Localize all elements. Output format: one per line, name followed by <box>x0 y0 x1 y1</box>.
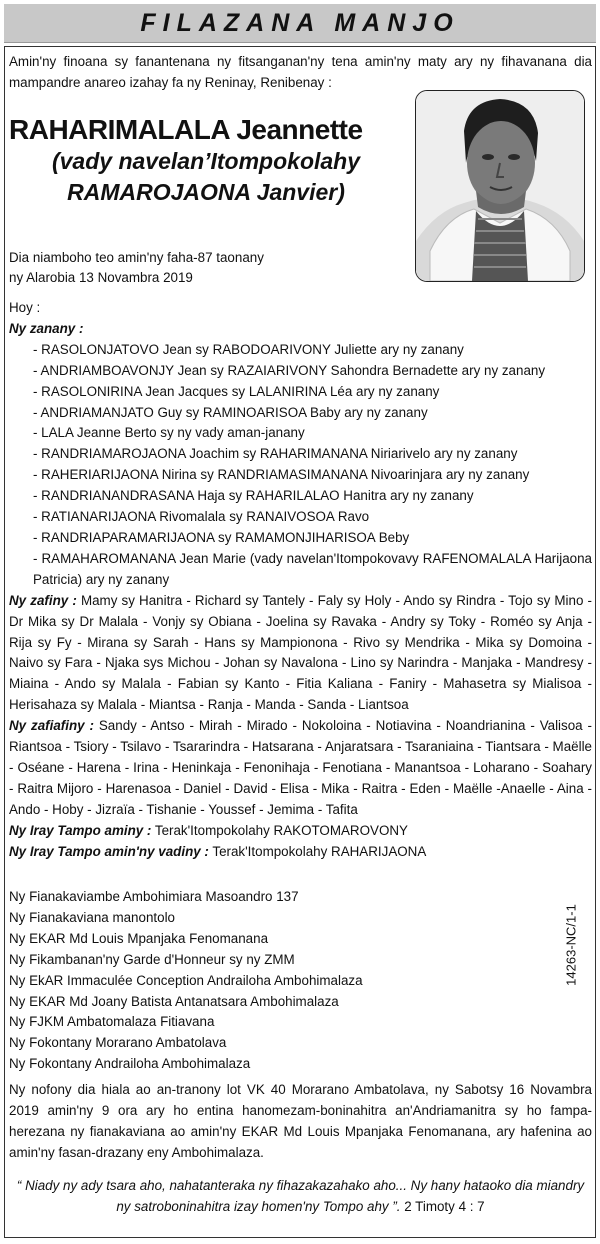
notice-title: FILAZANA MANJO <box>140 8 460 37</box>
grandchildren-names: Mamy sy Hanitra - Richard sy Tantely - Faly sy Holy - Ando sy Rindra - Tojo sy Mino - Dr Mika sy Dr Malala - Vonjy sy Obiana - Joelina sy Ravaka - Andry sy Toky - Roméo sy Anja - Rija sy Fy - Mirana sy Sarah - Hans sy Mampionona - Rivo sy Mendrika - Mika sy Domoina - Naivo sy Fara - Njaka sys Michou - Johan sy Navalona - Lino sy Narindra - Manjaka - Mandresy - Miaina - Ando sy Malala - Fabian sy Kanto - Fitia Kaliana - Faniry - Mahasetra sy Mialisoa - Herisahaza sy Malala - Miantsa - Ranja - Manda - Sanda - Liantsoa <box>9 592 593 713</box>
deceased-relation-line2: RAMAROJAONA Janvier) <box>67 179 345 205</box>
child-item: - RAHERIARIJAONA Nirina sy RANDRIAMASIMANANA Nivoarinjara ary ny zanany <box>33 467 530 483</box>
death-details <box>9 248 409 288</box>
organization-item: Ny FJKM Ambatomalaza Fitiavana <box>9 1014 215 1030</box>
child-item: - RATIANARIJAONA Rivomalala sy RANAIVOSOA Ravo <box>33 509 370 525</box>
organizations-list <box>9 887 549 1075</box>
child-item: - RANDRIAPARAMARIJAONA sy RAMAMONJIHARISOA Beby <box>33 529 410 545</box>
organization-item: Ny Fianakaviana manontolo <box>9 909 175 925</box>
organization-item: Ny Fikambanan'ny Garde d'Honneur sy ny ZMM <box>9 951 295 967</box>
great-grandchildren-label: Ny zafiafiny : <box>9 718 94 734</box>
child-item: - RANDRIAMAROJAONA Joachim sy RAHARIMANANA Niriarivelo ary ny zanany <box>33 446 518 462</box>
organization-item: Ny EKAR Md Louis Mpanjaka Fenomanana <box>9 930 269 946</box>
child-item: - RAMAHAROMANANA Jean Marie (vady navelan'Itompokovavy RAFENOMALALA Harijaona Patricia) ary ny zanany <box>33 550 592 587</box>
organization-item: Ny Fokontany Andrailoha Ambohimalaza <box>9 1056 251 1072</box>
siblings-label: Ny Iray Tampo aminy : <box>9 822 152 838</box>
reference-code: 14263-NC/1-1 <box>563 904 579 986</box>
bible-verse <box>9 1176 592 1218</box>
spouse-siblings-label: Ny Iray Tampo amin'ny vadiny : <box>9 843 209 859</box>
spouse-siblings-text: Terak'Itompokolahy RAHARIJAONA <box>212 843 427 859</box>
deceased-relation-line1: (vady navelan’Itompokolahy <box>51 148 361 174</box>
spouse-siblings-line <box>9 842 592 863</box>
verse-text: “ Niady ny ady tsara aho, nahatanteraka ny fihazakazahako aho... Ny hany hataoko dia miandry ny satroboninahitra izay homen'ny Tompo ahy ”. <box>16 1178 585 1214</box>
organization-item: Ny Fianakaviambe Ambohimiara Masoandro 137 <box>9 889 299 904</box>
deceased-block <box>9 114 409 208</box>
child-item: - RANDRIANANDRASANA Haja sy RAHARILALAO Hanitra ary ny zanany <box>33 488 474 504</box>
intro-section <box>9 52 592 94</box>
family-section <box>9 298 592 862</box>
siblings-line <box>9 821 592 842</box>
date-line: ny Alarobia 13 Novambra 2019 <box>9 270 193 285</box>
child-item: - LALA Jeanne Berto sy ny vady aman-janany <box>33 425 305 441</box>
great-grandchildren-paragraph <box>9 716 592 821</box>
organization-item: Ny Fokontany Morarano Ambatolava <box>9 1035 227 1051</box>
children-list <box>9 340 592 591</box>
verse-reference: 2 Timoty 4 : 7 <box>404 1198 485 1214</box>
organization-item: Ny EKAR Md Joany Batista Antanatsara Ambohimalaza <box>9 993 339 1009</box>
child-item: - RASOLONJATOVO Jean sy RABODOARIVONY Juliette ary ny zanany <box>33 341 464 357</box>
child-item: - ANDRIAMANJATO Guy sy RAMINOARISOA Baby ary ny zanany <box>33 404 428 420</box>
children-label: Ny zanany : <box>9 320 84 336</box>
reference-code-box <box>560 895 582 995</box>
grandchildren-label: Ny zafiny : <box>9 592 77 608</box>
header-bar <box>4 4 596 43</box>
grandchildren-paragraph <box>9 591 592 716</box>
great-grandchildren-names: Sandy - Antso - Mirah - Mirado - Nokoloina - Notiavina - Noandrianina - Valisoa - Riantsoa - Tsiory - Tsilavo - Tsararindra - Hatsarana - Anjaratsara - Tsaraniaina - Tiantsara - Maëlle - Oséane - Harena - Irina - Heninkaja - Fenonihaja - Fenotiana - Manantsoa - Loharano - Soahary - Raitra Mijoro - Harenasoa - Daniel - David - Elisa - Mika - Raitra - Eden - Maëlle -Anaelle - Aina - Ando - Hoby - Jizraïa - Tishanie - Youssef - Jemima - Tafita <box>9 718 592 817</box>
organization-item: Ny EkAR Immaculée Conception Andrailoha Ambohimalaza <box>9 972 363 988</box>
deceased-portrait <box>415 90 585 282</box>
hoy-line: Hoy : <box>9 300 41 315</box>
intro-text: Amin'ny finoana sy fanantenana ny fitsanganan'ny tena amin'ny maty ary ny fihavanana dia mampandre anareo izahay fa ny Reninay, Renibenay : <box>9 54 592 90</box>
child-item: - RASOLONIRINA Jean Jacques sy LALANIRINA Léa ary ny zanany <box>33 383 440 399</box>
child-item: - ANDRIAMBOAVONJY Jean sy RAZAIARIVONY Sahondra Bernadette ary ny zanany <box>33 362 546 378</box>
deceased-name: RAHARIMALALA Jeannette <box>9 114 363 145</box>
portrait-image <box>416 91 584 281</box>
age-line: Dia niamboho teo amin'ny faha-87 taonany <box>9 250 264 265</box>
funeral-notice: Ny nofony dia hiala ao an-tranony lot VK 40 Morarano Ambatolava, ny Sabotsy 16 Novambra 2019 amin'ny 9 ora ary ho entina hanomezam-boninahitra an'Andriamanitra sy ho fampa-herezana ny fianakaviana ao amin'ny EKAR Md Louis Mpanjaka Fenomanana, ary hafenina ao amin'ny fasan-drazany eny Ambohimalaza. <box>9 1082 592 1160</box>
siblings-text: Terak'Itompokolahy RAKOTOMAROVONY <box>154 822 408 838</box>
